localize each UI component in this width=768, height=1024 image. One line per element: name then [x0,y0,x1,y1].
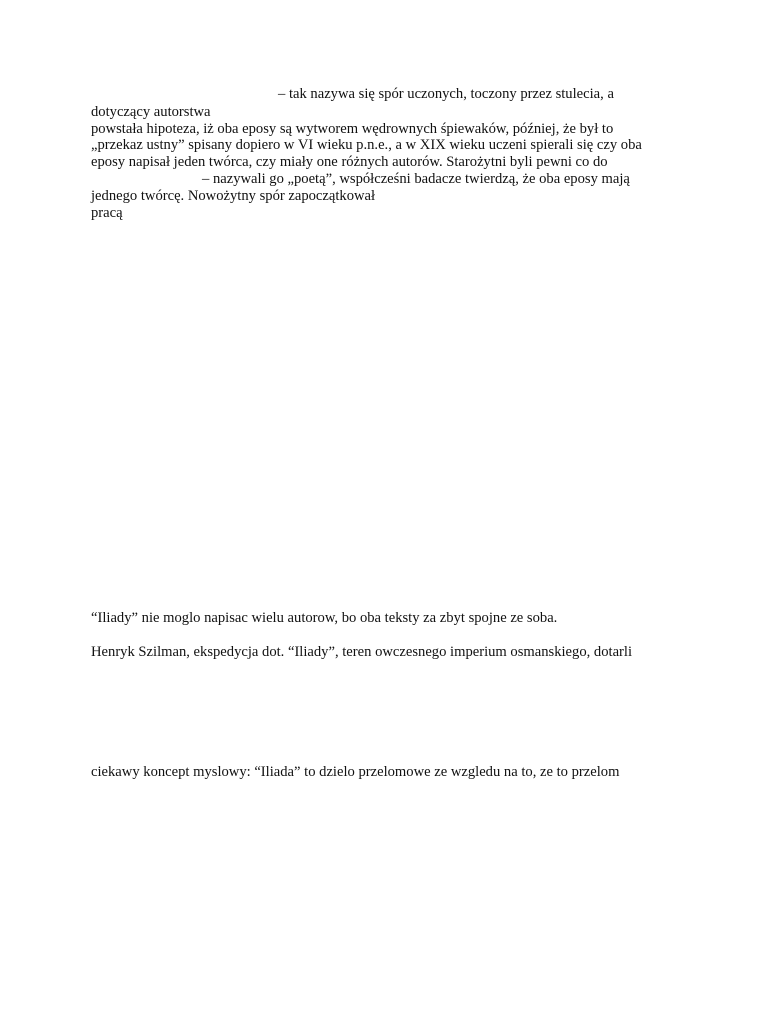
paragraph-line: jednego twórcę. Nowożytny spór zapoczątkował [91,188,376,204]
paragraph-line: pracą [91,205,123,221]
paragraph-line: powstała hipoteza, iż oba eposy są wytworem wędrownych śpiewaków, później, że był to [91,121,614,137]
note-szilman-expedition: Henryk Szilman, ekspedycja dot. “Iliady”, teren owczesnego imperium osmanskiego, dotarli [91,644,633,660]
paragraph-line: – nazywali go „poetą”, współcześni badacze twierdzą, że oba eposy mają [202,171,630,187]
paragraph-line: „przekaz ustny” spisany dopiero w VI wieku p.n.e., a w XIX wieku uczeni spierali się czy oba [91,137,642,153]
note-iliad-authorship: “Iliady” nie moglo napisac wielu autorow, bo oba teksty za zbyt spojne ze soba. [91,610,558,626]
paragraph-line: dotyczący autorstwa [91,104,211,120]
paragraph-line: – tak nazywa się spór uczonych, toczony przez stulecia, a [278,86,614,102]
note-concept: ciekawy koncept myslowy: “Iliada” to dzielo przelomowe ze wzgledu na to, ze to przelom [91,764,620,780]
paragraph-line: eposy napisał jeden twórca, czy miały one różnych autorów. Starożytni byli pewni co do [91,154,608,170]
